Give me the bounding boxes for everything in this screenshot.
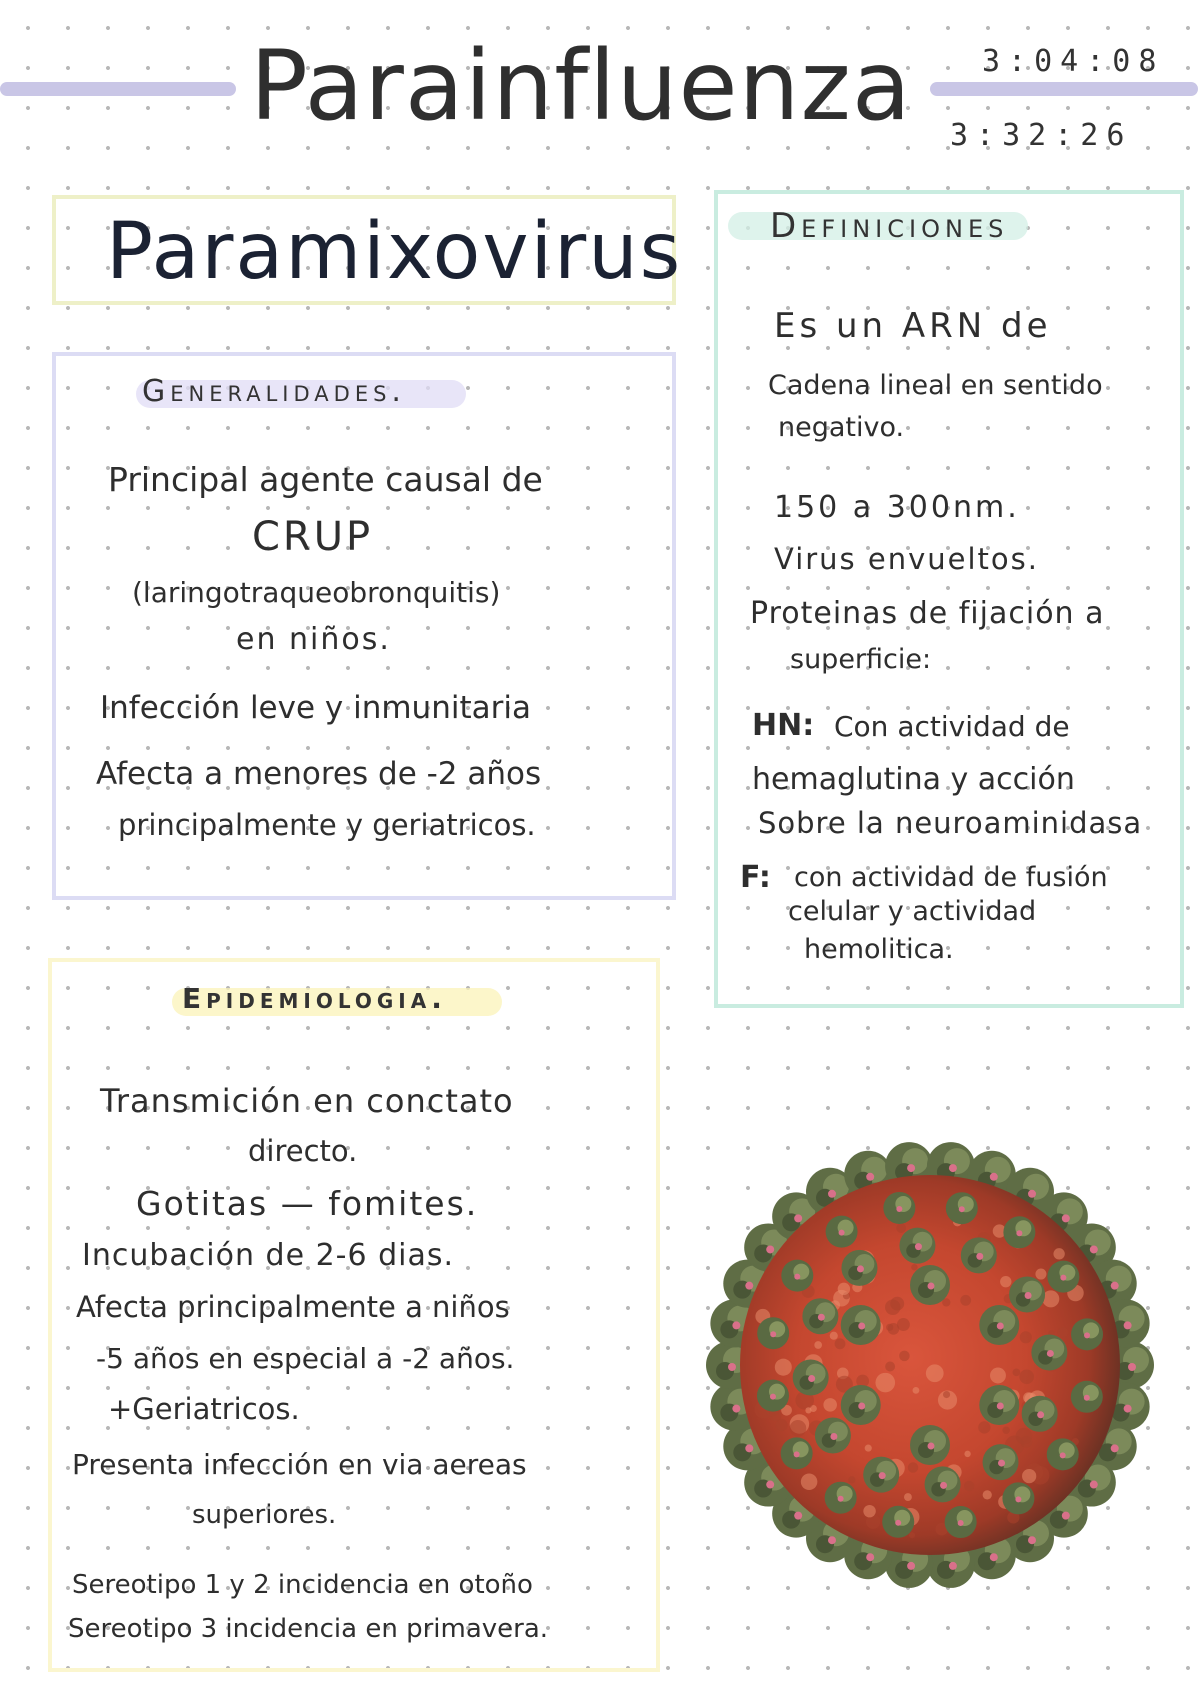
epi-line-7: +Geriatricos. — [108, 1392, 300, 1426]
family-name: Paramixovirus — [106, 207, 683, 297]
def-line-1: Es un ARN de — [774, 306, 1052, 346]
def-line-3: negativo. — [778, 412, 905, 443]
epi-line-9: superiores. — [192, 1500, 337, 1530]
def-line-6: Proteinas de fijación a — [750, 596, 1105, 631]
virus-illustration-icon — [690, 1125, 1170, 1605]
def-line-7: superficie: — [790, 644, 932, 675]
gen-line-4: en niños. — [236, 622, 391, 657]
epi-line-2: directo. — [248, 1134, 358, 1168]
epidemiologia-heading: Epidemiologia. — [182, 982, 447, 1015]
definiciones-box — [714, 190, 1184, 1008]
def-line-5: Virus envueltos. — [774, 542, 1039, 576]
epi-line-1: Transmición en conctato — [100, 1082, 514, 1120]
gen-line-6: Afecta a menores de -2 años — [96, 756, 542, 792]
epi-line-8: Presenta infección en via aereas — [72, 1448, 527, 1481]
epi-line-5: Afecta principalmente a niños — [76, 1290, 510, 1324]
def-hn-label: HN: — [752, 708, 815, 743]
def-line-2: Cadena lineal en sentido — [768, 370, 1103, 401]
generalidades-heading: Generalidades. — [142, 374, 406, 409]
family-box — [52, 195, 683, 305]
def-line-10: hemaglutina y acción — [752, 762, 1075, 797]
title-rule-right — [930, 82, 1198, 96]
generalidades-box — [52, 352, 676, 900]
epi-line-3: Gotitas — fomites. — [136, 1184, 479, 1223]
def-line-15: hemolitica. — [804, 934, 954, 965]
def-line-14: celular y actividad — [788, 896, 1037, 927]
definiciones-heading: Definiciones — [770, 206, 1009, 246]
def-line-4: 150 a 300nm. — [774, 490, 1020, 525]
gen-line-1: Principal agente causal de — [108, 460, 543, 499]
epi-line-4: Incubación de 2-6 dias. — [82, 1238, 455, 1273]
epidemiologia-box — [48, 958, 660, 1672]
virus-body — [740, 1175, 1120, 1555]
page-title: Parainfluenza — [250, 30, 912, 142]
gen-line-5: Infección leve y inmunitaria — [100, 690, 531, 726]
def-line-9: Con actividad de — [834, 710, 1070, 743]
def-line-11: Sobre la neuroaminidasa — [758, 806, 1143, 840]
epi-line-10: Sereotipo 1 y 2 incidencia en otoño — [72, 1570, 533, 1600]
gen-line-7: principalmente y geriatricos. — [118, 808, 536, 842]
epi-line-6: -5 años en especial a -2 años. — [96, 1342, 515, 1375]
time-start: 3:04:08 — [982, 44, 1165, 79]
gen-line-2: CRUP — [252, 514, 374, 560]
epi-line-11: Sereotipo 3 incidencia en primavera. — [68, 1614, 549, 1644]
def-line-13: con actividad de fusión — [794, 862, 1108, 893]
gen-line-3: (laringotraqueobronquitis) — [132, 576, 501, 609]
title-rule-left — [0, 82, 236, 96]
def-f-label: F: — [740, 860, 771, 895]
time-end: 3:32:26 — [950, 118, 1133, 153]
